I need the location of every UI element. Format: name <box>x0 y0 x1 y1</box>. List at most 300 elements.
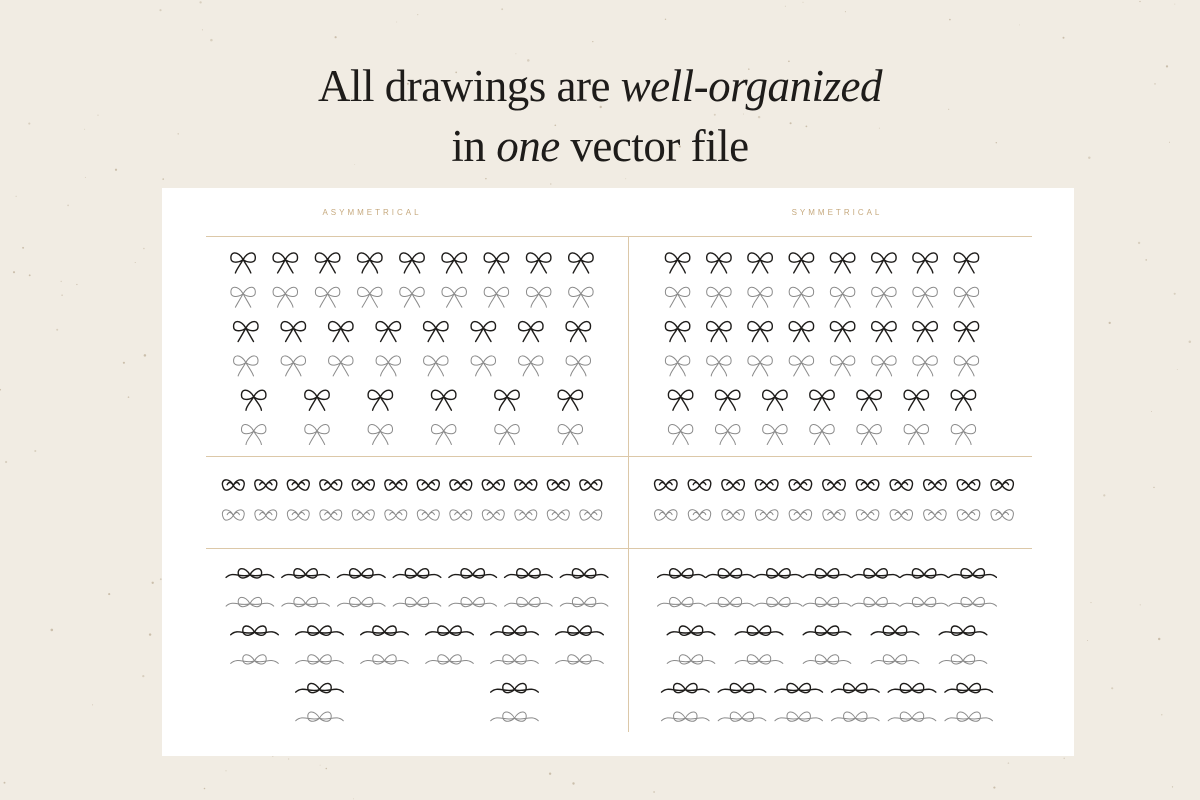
speckle <box>1177 369 1178 370</box>
speckle <box>1189 340 1192 343</box>
bow-drawing <box>957 480 980 491</box>
asymmetrical-bows-panel <box>222 244 602 450</box>
bow-outline-drawing <box>832 712 880 721</box>
speckle <box>159 9 161 11</box>
bow-outline-drawing <box>580 510 602 520</box>
speckle <box>22 247 24 249</box>
bow-outline-drawing <box>830 287 854 307</box>
bow-outline-drawing <box>282 597 330 606</box>
bow-outline-drawing <box>417 510 439 520</box>
bow-drawing <box>789 253 813 273</box>
bow-drawing <box>939 626 987 635</box>
bow-drawing <box>400 253 424 273</box>
bow-drawing <box>668 390 692 410</box>
speckle <box>592 41 593 42</box>
speckle <box>515 53 516 54</box>
asymmetrical-loop-bows-panel <box>217 472 607 532</box>
bow-outline-drawing <box>852 597 900 606</box>
bow-outline-drawing <box>789 356 813 376</box>
bow-drawing <box>329 322 353 342</box>
bow-outline-drawing <box>924 510 947 521</box>
speckle <box>1161 714 1162 715</box>
speckle <box>1019 24 1020 25</box>
speckle <box>550 183 551 184</box>
bow-drawing <box>913 322 937 342</box>
divider-vertical <box>628 236 629 732</box>
bow-drawing <box>320 480 342 490</box>
bow-outline-drawing <box>722 510 745 521</box>
bow-drawing <box>231 626 279 635</box>
bow-drawing <box>872 253 896 273</box>
bow-drawing <box>281 322 305 342</box>
speckle <box>1008 762 1010 764</box>
bow-drawing <box>755 569 803 578</box>
speckle <box>665 19 666 20</box>
symmetrical-bows-panel <box>657 244 987 450</box>
speckle <box>417 14 418 15</box>
bow-drawing <box>255 480 277 490</box>
bow-drawing <box>338 569 386 578</box>
bow-drawing <box>735 626 783 635</box>
bow-outline-drawing <box>707 287 731 307</box>
symmetrical-ribbon-bows-grid <box>657 562 997 734</box>
speckle <box>108 593 110 595</box>
speckle <box>1109 322 1111 324</box>
headline <box>0 56 1200 176</box>
bow-outline-drawing <box>890 510 912 521</box>
bow-outline-drawing <box>957 510 980 521</box>
bow-drawing <box>305 390 329 410</box>
speckle <box>128 396 130 398</box>
bow-drawing <box>315 253 339 273</box>
section-label-asymmetrical: ASYMMETRICAL <box>322 208 422 217</box>
bow-outline-drawing <box>305 425 329 445</box>
bow-outline-drawing <box>222 510 244 520</box>
bow-outline-drawing <box>519 356 543 376</box>
bow-outline-drawing <box>400 287 424 307</box>
bow-drawing <box>856 480 878 491</box>
speckle <box>29 274 31 276</box>
bow-outline-drawing <box>320 510 342 520</box>
bow-drawing <box>505 569 553 578</box>
speckle <box>353 798 354 799</box>
speckle <box>204 788 206 790</box>
bow-outline-drawing <box>296 712 344 721</box>
bow-outline-drawing <box>888 712 936 721</box>
bow-outline-drawing <box>707 356 731 376</box>
bow-outline-drawing <box>748 356 772 376</box>
bow-outline-drawing <box>315 287 339 307</box>
speckle <box>51 629 54 632</box>
speckle <box>1138 242 1140 244</box>
speckle <box>61 294 63 296</box>
bow-drawing <box>665 322 689 342</box>
bow-outline-drawing <box>566 356 590 376</box>
bow-outline-drawing <box>954 287 978 307</box>
speckle <box>16 196 17 197</box>
bow-drawing <box>655 480 677 491</box>
speckle <box>572 782 574 784</box>
bow-drawing <box>715 390 739 410</box>
bow-drawing <box>857 390 881 410</box>
bow-outline-drawing <box>287 510 309 520</box>
headline-line-1: All drawings are well-organized <box>318 61 882 111</box>
bow-outline-drawing <box>688 510 710 521</box>
speckle <box>1103 494 1105 496</box>
speckle <box>396 22 397 23</box>
bow-outline-drawing <box>789 510 811 521</box>
bow-drawing <box>662 683 710 692</box>
speckle <box>67 205 69 207</box>
bow-drawing <box>491 683 539 692</box>
bow-outline-drawing <box>255 510 277 520</box>
bow-outline-drawing <box>471 356 495 376</box>
bow-outline-drawing <box>442 287 466 307</box>
bow-drawing <box>426 626 474 635</box>
bow-drawing <box>358 253 382 273</box>
bow-outline-drawing <box>234 356 258 376</box>
bow-outline-drawing <box>547 510 569 520</box>
bow-drawing <box>722 480 745 491</box>
bow-outline-drawing <box>718 712 766 721</box>
speckle <box>625 178 626 179</box>
bow-outline-drawing <box>491 655 539 664</box>
bow-outline-drawing <box>755 597 803 606</box>
bow-outline-drawing <box>945 712 993 721</box>
bow-drawing <box>352 480 374 490</box>
bow-drawing <box>515 480 537 490</box>
bow-drawing <box>222 480 244 490</box>
bow-drawing <box>282 569 330 578</box>
bow-drawing <box>789 322 813 342</box>
speckle <box>845 11 846 12</box>
bow-drawing <box>823 480 846 491</box>
bow-drawing <box>830 253 854 273</box>
bow-drawing <box>385 480 407 490</box>
speckle <box>326 768 328 770</box>
bow-drawing <box>830 322 854 342</box>
speckle <box>1063 37 1065 39</box>
bow-drawing <box>361 626 409 635</box>
asymmetrical-loop-bows-grid <box>217 472 607 532</box>
speckle <box>1158 638 1160 640</box>
asymmetrical-bows-grid <box>222 244 602 450</box>
speckle <box>1063 758 1064 759</box>
bow-drawing <box>450 480 472 490</box>
bow-drawing <box>803 626 851 635</box>
speckle <box>1151 411 1152 412</box>
bow-outline-drawing <box>872 356 896 376</box>
bow-outline-drawing <box>904 425 928 445</box>
bow-drawing <box>495 390 519 410</box>
speckle <box>1087 640 1088 641</box>
speckle <box>76 284 77 285</box>
bow-drawing <box>888 683 936 692</box>
bow-outline-drawing <box>763 425 787 445</box>
bow-drawing <box>945 683 993 692</box>
bow-outline-drawing <box>789 287 813 307</box>
bow-outline-drawing <box>830 356 854 376</box>
bow-drawing <box>393 569 441 578</box>
bow-drawing <box>775 683 823 692</box>
bow-drawing <box>748 322 772 342</box>
bow-outline-drawing <box>376 356 400 376</box>
speckle <box>993 787 995 789</box>
symmetrical-bows-grid <box>657 244 987 450</box>
speckle <box>1090 602 1091 603</box>
bow-outline-drawing <box>491 712 539 721</box>
bow-outline-drawing <box>991 510 1013 521</box>
bow-outline-drawing <box>515 510 537 520</box>
speckle <box>149 633 151 635</box>
bow-outline-drawing <box>393 597 441 606</box>
bow-outline-drawing <box>951 425 975 445</box>
bow-drawing <box>231 253 255 273</box>
divider-middle-1 <box>206 456 1032 457</box>
bow-drawing <box>991 480 1013 491</box>
bow-drawing <box>755 480 778 491</box>
bow-drawing <box>748 253 772 273</box>
bow-outline-drawing <box>658 597 706 606</box>
bow-drawing <box>376 322 400 342</box>
speckle <box>785 6 786 7</box>
bow-drawing <box>273 253 297 273</box>
speckle <box>4 782 6 784</box>
bow-outline-drawing <box>368 425 392 445</box>
speckle <box>152 582 154 584</box>
symmetrical-ribbon-bows-panel <box>657 562 997 734</box>
divider-top <box>206 236 1032 237</box>
bow-drawing <box>482 480 504 490</box>
speckle <box>225 770 226 771</box>
speckle <box>56 329 58 331</box>
speckle <box>288 758 289 759</box>
bow-outline-drawing <box>338 597 386 606</box>
bow-outline-drawing <box>450 510 472 520</box>
bow-drawing <box>519 322 543 342</box>
bow-drawing <box>803 569 851 578</box>
bow-outline-drawing <box>667 655 715 664</box>
speckle <box>0 389 1 391</box>
bow-drawing <box>665 253 689 273</box>
bow-drawing <box>913 253 937 273</box>
bow-drawing <box>658 569 706 578</box>
bow-outline-drawing <box>715 425 739 445</box>
bow-outline-drawing <box>424 356 448 376</box>
bow-outline-drawing <box>385 510 407 520</box>
bow-drawing <box>810 390 834 410</box>
bow-drawing <box>580 480 602 490</box>
bow-outline-drawing <box>823 510 845 521</box>
speckle <box>5 461 7 463</box>
bow-drawing <box>871 626 919 635</box>
bow-outline-drawing <box>665 356 689 376</box>
bow-drawing <box>558 390 582 410</box>
asymmetrical-ribbon-bows-grid <box>222 562 612 734</box>
speckle <box>335 36 337 38</box>
bow-drawing <box>491 626 539 635</box>
speckle <box>1111 687 1113 689</box>
bow-outline-drawing <box>241 425 265 445</box>
bow-drawing <box>904 390 928 410</box>
bow-outline-drawing <box>505 597 553 606</box>
speckle <box>1172 786 1173 787</box>
bow-outline-drawing <box>748 287 772 307</box>
speckle <box>144 354 147 357</box>
bow-outline-drawing <box>560 597 608 606</box>
divider-middle-2 <box>206 548 1032 549</box>
bow-outline-drawing <box>358 287 382 307</box>
bow-outline-drawing <box>556 655 604 664</box>
bow-drawing <box>442 253 466 273</box>
bow-drawing <box>789 480 811 491</box>
vector-file-sheet <box>162 188 1074 756</box>
bow-drawing <box>872 322 896 342</box>
speckle <box>549 773 551 775</box>
speckle <box>199 1 201 3</box>
bow-outline-drawing <box>949 597 997 606</box>
symmetrical-loop-bows-grid <box>649 472 1019 532</box>
bow-outline-drawing <box>755 510 778 521</box>
bow-outline-drawing <box>361 655 409 664</box>
speckle <box>34 450 36 452</box>
speckle <box>802 2 803 3</box>
bow-drawing <box>287 480 309 490</box>
speckle <box>1153 487 1154 488</box>
symmetrical-loop-bows-panel <box>649 472 1019 532</box>
bow-drawing <box>949 569 997 578</box>
bow-drawing <box>707 322 731 342</box>
bow-outline-drawing <box>655 510 677 521</box>
bow-outline-drawing <box>954 356 978 376</box>
bow-outline-drawing <box>706 597 754 606</box>
bow-outline-drawing <box>668 425 692 445</box>
speckle <box>1139 1 1140 2</box>
bow-drawing <box>368 390 392 410</box>
bow-drawing <box>449 569 497 578</box>
bow-drawing <box>718 683 766 692</box>
bow-drawing <box>900 569 948 578</box>
bow-outline-drawing <box>662 712 710 721</box>
speckle <box>202 29 203 30</box>
bow-drawing <box>234 322 258 342</box>
bow-outline-drawing <box>913 356 937 376</box>
bow-drawing <box>890 480 912 491</box>
bow-outline-drawing <box>482 510 504 520</box>
bow-outline-drawing <box>803 655 851 664</box>
bow-outline-drawing <box>281 356 305 376</box>
bow-outline-drawing <box>352 510 374 520</box>
bow-outline-drawing <box>426 655 474 664</box>
bow-outline-drawing <box>871 655 919 664</box>
speckle <box>85 177 86 178</box>
bow-drawing <box>951 390 975 410</box>
bow-drawing <box>296 626 344 635</box>
bow-outline-drawing <box>856 510 879 521</box>
bow-drawing <box>954 253 978 273</box>
bow-outline-drawing <box>939 655 987 664</box>
bow-drawing <box>667 626 715 635</box>
bow-drawing <box>431 390 455 410</box>
bow-drawing <box>484 253 508 273</box>
bow-outline-drawing <box>913 287 937 307</box>
bow-drawing <box>832 683 880 692</box>
bow-outline-drawing <box>810 425 834 445</box>
bow-outline-drawing <box>735 655 783 664</box>
bow-outline-drawing <box>273 287 297 307</box>
speckle <box>92 704 93 705</box>
speckle <box>1145 259 1147 261</box>
speckle <box>162 178 164 180</box>
bow-outline-drawing <box>775 712 823 721</box>
bow-drawing <box>241 390 265 410</box>
bow-outline-drawing <box>495 425 519 445</box>
bow-drawing <box>924 480 947 491</box>
bow-outline-drawing <box>526 287 550 307</box>
speckle <box>13 271 15 273</box>
headline-line-2: in one vector file <box>451 121 749 171</box>
speckle <box>60 281 61 282</box>
speckle <box>501 8 503 10</box>
speckle <box>1174 4 1175 5</box>
bow-outline-drawing <box>329 356 353 376</box>
bow-drawing <box>706 569 754 578</box>
speckle <box>210 39 213 42</box>
section-label-symmetrical: SYMMETRICAL <box>791 208 883 217</box>
speckle <box>135 262 136 263</box>
bow-drawing <box>424 322 448 342</box>
bow-outline-drawing <box>484 287 508 307</box>
bow-drawing <box>852 569 900 578</box>
bow-drawing <box>707 253 731 273</box>
bow-outline-drawing <box>569 287 593 307</box>
bow-outline-drawing <box>872 287 896 307</box>
speckle <box>653 791 655 793</box>
speckle <box>1174 293 1176 295</box>
bow-outline-drawing <box>449 597 497 606</box>
bow-drawing <box>547 480 569 490</box>
speckle <box>142 675 144 677</box>
asymmetrical-ribbon-bows-panel <box>222 562 612 734</box>
speckle <box>485 178 487 180</box>
bow-outline-drawing <box>226 597 274 606</box>
speckle <box>143 248 145 250</box>
speckle <box>949 19 951 21</box>
bow-outline-drawing <box>431 425 455 445</box>
bow-outline-drawing <box>296 655 344 664</box>
bow-drawing <box>566 322 590 342</box>
bow-drawing <box>560 569 608 578</box>
bow-outline-drawing <box>900 597 948 606</box>
bow-drawing <box>226 569 274 578</box>
bow-outline-drawing <box>558 425 582 445</box>
speckle <box>1140 604 1141 605</box>
bow-drawing <box>417 480 439 490</box>
bow-outline-drawing <box>857 425 881 445</box>
speckle <box>123 362 125 364</box>
bow-drawing <box>526 253 550 273</box>
bow-drawing <box>763 390 787 410</box>
bow-drawing <box>296 683 344 692</box>
bow-drawing <box>471 322 495 342</box>
bow-drawing <box>556 626 604 635</box>
bow-drawing <box>688 480 711 491</box>
bow-outline-drawing <box>231 655 279 664</box>
speckle <box>320 765 321 766</box>
bow-drawing <box>569 253 593 273</box>
bow-drawing <box>954 322 978 342</box>
bow-outline-drawing <box>665 287 689 307</box>
